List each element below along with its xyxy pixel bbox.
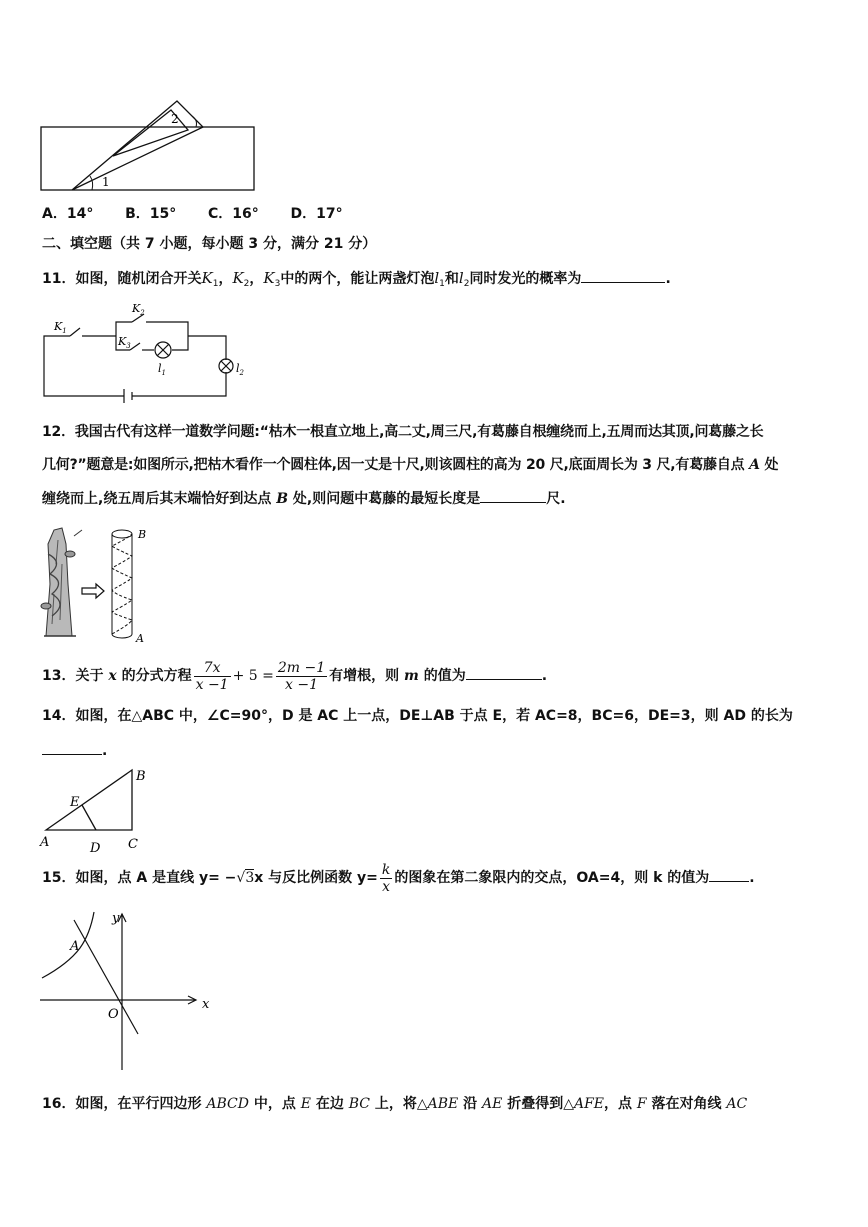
option-d[interactable]: D．17° [290, 206, 343, 222]
answer-blank[interactable] [581, 268, 665, 283]
l2-label: $l_2$ [236, 362, 244, 377]
tree-trunk [46, 528, 72, 636]
fraction-7x: $\frac{7x}{x -1}$ [195, 659, 229, 693]
answer-blank[interactable] [709, 867, 749, 882]
q10-figure [40, 96, 260, 196]
l1-label: $l_1$ [158, 362, 166, 377]
q14-answer-line: . [42, 740, 107, 761]
angle2-label: 2 [171, 112, 179, 126]
set-square-outer [72, 101, 203, 190]
label-o: O [108, 1007, 119, 1022]
point-a-label: A [136, 632, 144, 644]
angle2-arc [192, 116, 197, 127]
label-e: E [70, 795, 80, 810]
line-graph [74, 920, 138, 1034]
option-b[interactable]: B．15° [125, 206, 177, 222]
k2-label: $K_2$ [132, 302, 145, 317]
q10-options [42, 204, 343, 224]
answer-blank[interactable] [480, 488, 546, 503]
label-d: D [90, 841, 101, 856]
option-c[interactable]: C．16° [207, 206, 259, 222]
k3-label: $K_3$ [118, 335, 131, 350]
q15-figure [38, 904, 218, 1074]
q14-text: 14．如图，在△ABC 中，∠C=90°，D 是 AC 上一点，DE⊥AB 于点 E，若 AC=8，BC=6，DE=3，则 AD 的长为 [42, 708, 793, 724]
q12-figure [40, 524, 160, 644]
q11-circuit-figure [40, 300, 255, 405]
label-a: A [40, 835, 50, 850]
sqrt-icon: √3 [236, 870, 255, 886]
answer-blank[interactable] [42, 740, 102, 755]
label-y: y [112, 911, 120, 926]
hyperbola-graph [42, 912, 94, 978]
fraction-k-over-x: $\frac{k}{x}$ [381, 861, 391, 895]
wire-bottom-right [132, 372, 226, 396]
q16-text: 16．如图，在平行四边形 ABCD 中，点 E 在边 BC 上，将△ABE 沿 AE 折叠得到△AFE，点 F 落在对角线 AC [42, 1096, 748, 1112]
q13-text: 13．关于 x 的分式方程 $\frac{7x}{x -1}$ + 5 = $\frac{2m -1}{x -1}$ 有增根，则 m 的值为 . [42, 659, 548, 693]
label-b: B [136, 769, 146, 784]
k3-switch-blade [130, 343, 140, 350]
q11-text: 11．如图，随机闭合开关$K_1$，$K_2$，$K_3$中的两个，能让两盏灯泡$l_1$和$l_2$同时发光的概率为 . [42, 269, 671, 289]
arrow-icon [82, 584, 104, 598]
option-a[interactable]: A．14° [42, 206, 94, 222]
q12-line3: 缠绕而上,绕五周后其末端恰好到达点 B 处,则问题中葛藤的最短长度是 尺. [42, 488, 566, 509]
q14-figure [38, 764, 158, 856]
cylinder-bottom [112, 634, 132, 638]
answer-blank[interactable] [466, 665, 542, 680]
label-c: C [128, 837, 138, 852]
label-a: A [70, 939, 80, 954]
q12-line1: 12．我国古代有这样一道数学问题:“枯木一根直立地上,高二丈,周三尺,有葛藤自根缠绕而上,五周而达其顶,问葛藤之长 [42, 424, 764, 440]
q15-text: 15．如图，点 A 是直线 y= −√3x 与反比例函数 y= $\frac{k}{x}$ 的图象在第二象限内的交点，OA=4，则 k 的值为 . [42, 861, 755, 895]
segment-de [82, 805, 96, 830]
ruler-rectangle [41, 127, 254, 190]
angle1-arc [90, 176, 93, 190]
fraction-2m: $\frac{2m -1}{x -1}$ [277, 659, 326, 693]
wire-right-top [188, 336, 226, 360]
helix-vine [112, 534, 132, 634]
k1-label: $K_1$ [54, 320, 67, 335]
wire-left-bottom [44, 336, 124, 396]
triangle-abc [46, 770, 132, 830]
label-x: x [202, 997, 210, 1012]
k1-switch-blade [70, 328, 80, 336]
wire-branch-top-left [116, 322, 132, 336]
point-b-label: B [138, 528, 147, 541]
section-heading: 二、填空题（共 7 小题，每小题 3 分，满分 21 分） [42, 236, 377, 252]
angle1-label: 1 [102, 175, 110, 189]
q12-line2: 几何?”题意是:如图所示,把枯木看作一个圆柱体,因一丈是十尺,则该圆柱的高为 20 尺,底面周长为 3 尺,有葛藤自点 A 处 [42, 457, 779, 473]
